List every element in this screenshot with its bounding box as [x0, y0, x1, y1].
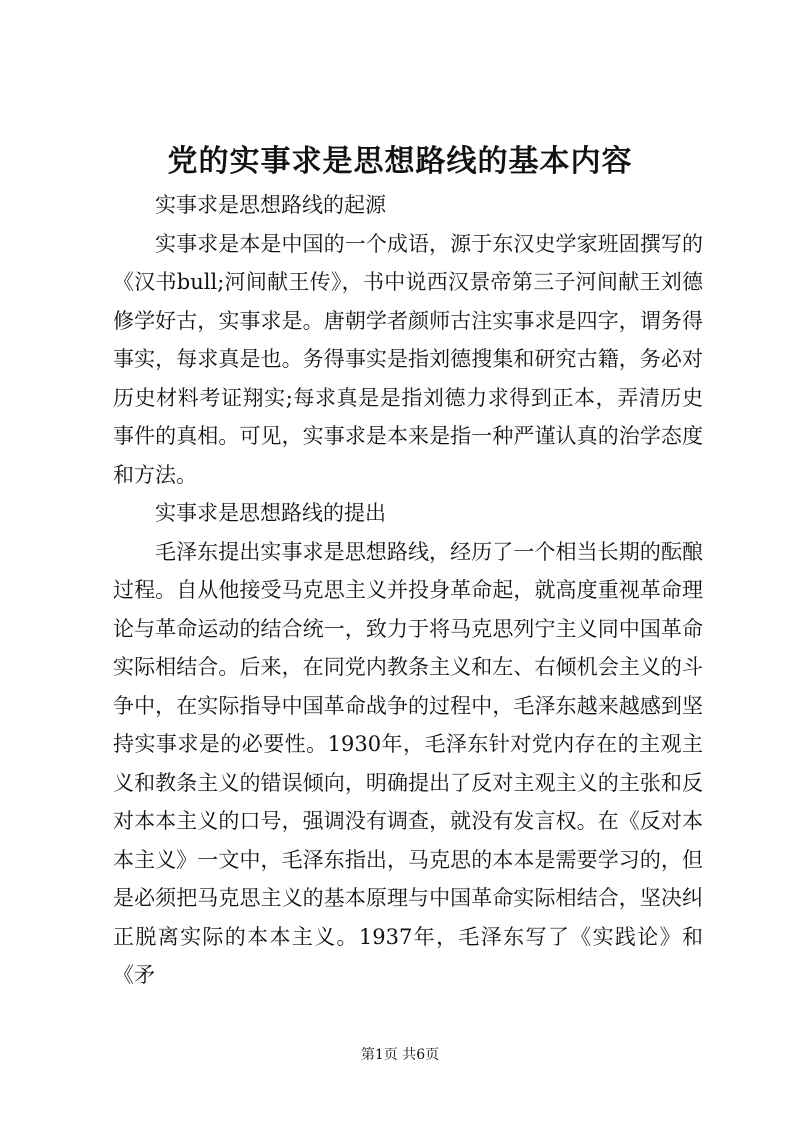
section-heading-origin: 实事求是思想路线的起源 — [155, 193, 386, 217]
document-title: 党的实事求是思想路线的基本内容 — [167, 144, 633, 179]
page-number-footer: 第1页 共6页 — [360, 1047, 440, 1063]
section-heading-proposal: 实事求是思想路线的提出 — [155, 501, 386, 525]
paragraph-proposal: 毛泽东提出实事求是思想路线，经历了一个相当长期的酝酿过程。自从他接受马克思主义并投身革命起，就高度重视革命理论与革命运动的结合统一，致力于将马克思列宁主义同中国革命实际相结合。后来，在同党内教条主义和左、右倾机会主义的斗争中，在实际指导中国革命战争的过程中，毛泽东越来越感到坚持实事求是的必要性。1930年，毛泽东针对党内存在的主观主义和教条主义的错误倾向，明确提出了反对主观主义的主张和反对本本主义的口号，强调没有调查，就没有发言权。在《反对本本主义》一文中，毛泽东指出，马克思的本本是需要学习的，但是必须把马克思主义的基本原理与中国革命实际相结合，坚决纠正脱离实际的本本主义。1937年，毛泽东写了《实践论》和《矛 — [113, 539, 703, 987]
paragraph-origin: 实事求是本是中国的一个成语，源于东汉史学家班固撰写的《汉书bull;河间献王传》，书中说西汉景帝第三子河间献王刘德修学好古，实事求是。唐朝学者颜师古注实事求是四字，谓务得事实，每求真是也。务得事实是指刘德搜集和研究古籍，务必对历史材料考证翔实;每求真是是指刘德力求得到正本，弄清历史事件的真相。可见，实事求是本来是指一种严谨认真的治学态度和方法。 — [113, 231, 703, 487]
document-body — [113, 186, 703, 995]
